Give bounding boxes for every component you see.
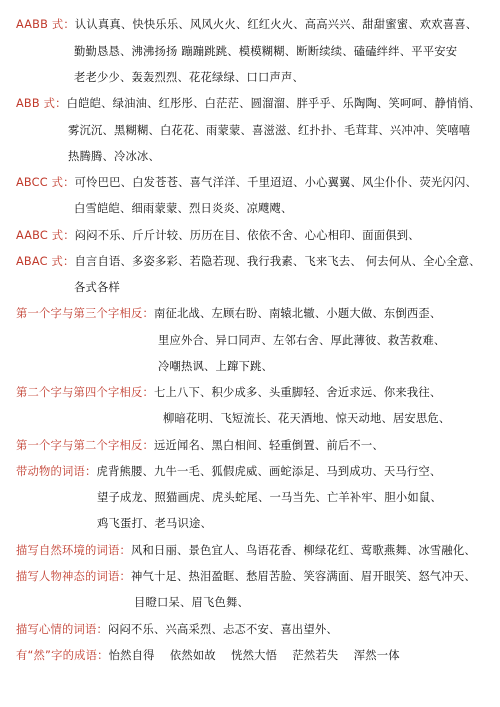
- opposite-1-3-words: 南征北战、左顾右盼、南辕北辙、小题大做、东倒西歪、: [153, 307, 442, 320]
- animal-row-continuation: [97, 517, 212, 531]
- opposite-1-3-label: 第一个字与第三个字相反：: [16, 307, 154, 320]
- expression-row-continuation: [134, 596, 249, 610]
- opposite-2-4-words: 七上八下、积少成多、头重脚轻、舍近求远、你来我往、: [153, 386, 442, 399]
- abb-words: 白皑皑、绿油油、红彤彤、白茫茫、圆溜溜、胖乎乎、乐陶陶、笑呵呵、静悄悄、: [66, 97, 481, 110]
- aabb-words-2: 勤勤恳恳、沸沸扬扬 蹦蹦跳跳、模模糊糊、断断续续、磕磕绊绊、平平安安: [74, 45, 458, 58]
- expression-label: 描写人物神态的词语：: [16, 570, 131, 583]
- abac-row-continuation: [74, 281, 120, 295]
- nature-label: 描写自然环境的词语：: [16, 544, 131, 557]
- opposite-2-4-row: [16, 386, 441, 400]
- animal-label: 带动物的词语：: [16, 465, 97, 478]
- abcc-row-continuation: [74, 202, 292, 216]
- mood-words: 闷闷不乐、兴高采烈、忐忑不安、喜出望外、: [107, 623, 338, 636]
- abb-row: [16, 97, 481, 111]
- abac-row: [16, 255, 481, 269]
- expression-words: 神气十足、热泪盈眶、愁眉苦脸、笑容满面、眉开眼笑、怒气冲天、: [130, 570, 476, 583]
- abac-label: ABAC 式：: [16, 255, 75, 268]
- opposite-1-2-label: 第一个字与第二个字相反：: [16, 439, 154, 452]
- opposite-1-2-words: 远近闻名、黑白相间、轻重倒置、前后不一、: [153, 439, 384, 452]
- nature-row: [16, 544, 476, 558]
- opposite-1-3-row-continuation: [158, 334, 445, 348]
- aabb-words-3: 老老少少、轰轰烈烈、花花绿绿、口口声声、: [74, 71, 304, 84]
- animal-row-continuation: [97, 491, 442, 505]
- opposite-1-3-words-2: 里应外合、异口同声、左邻右舍、厚此薄彼、救苦救难、: [158, 334, 446, 347]
- opposite-1-2-row: [16, 439, 384, 453]
- abb-row-continuation: [68, 150, 160, 164]
- nature-words: 风和日丽、景色宜人、鸟语花香、柳绿花红、莺歌燕舞、冰雪融化、: [130, 544, 476, 557]
- aabb-label: AABB 式：: [16, 18, 75, 31]
- animal-words-3: 鸡飞蛋打、老马识途、: [97, 517, 212, 530]
- mood-row: [16, 623, 338, 637]
- abac-words: 自言自语、多姿多彩、若隐若现、我行我素、飞来飞去、 何去何从、全心全意、: [74, 255, 481, 268]
- abcc-words: 可怜巴巴、白发苍苍、喜气洋洋、千里迢迢、小心翼翼、风尘仆仆、荧光闪闪、: [74, 176, 478, 189]
- abb-row-continuation: [68, 124, 470, 138]
- aabb-words: 认认真真、快快乐乐、风风火火、红红火火、高高兴兴、甜甜蜜蜜、欢欢喜喜、: [74, 18, 478, 31]
- animal-words-2: 望子成龙、照猫画虎、虎头蛇尾、一马当先、亡羊补牢、胆小如鼠、: [97, 491, 442, 504]
- opposite-2-4-words-2: 柳暗花明、飞短流长、花天酒地、惊天动地、居安思危、: [163, 412, 451, 425]
- abcc-label: ABCC 式：: [16, 176, 75, 189]
- aabb-row-continuation: [74, 45, 457, 59]
- aabb-row: [16, 18, 477, 32]
- mood-label: 描写心情的词语：: [16, 623, 108, 636]
- aabc-label: AABC 式：: [16, 229, 75, 242]
- ran-character-words: 怡然自得 依然如故 恍然大悟 茫然若失 浑然一体: [108, 649, 400, 662]
- animal-words: 虎背熊腰、九牛一毛、狐假虎威、画蛇添足、马到成功、天马行空、: [96, 465, 442, 478]
- abb-label: ABB 式：: [16, 97, 67, 110]
- opposite-1-3-row-continuation: [158, 360, 273, 374]
- abb-words-3: 热腾腾、冷冰冰、: [68, 150, 160, 163]
- opposite-1-3-row: [16, 307, 441, 321]
- abcc-row: [16, 176, 477, 190]
- animal-row: [16, 465, 441, 479]
- opposite-2-4-label: 第二个字与第四个字相反：: [16, 386, 154, 399]
- aabb-row-continuation: [74, 71, 304, 85]
- expression-words-2: 目瞪口呆、眉飞色舞、: [134, 596, 249, 609]
- abac-words-2: 各式各样: [74, 281, 120, 294]
- aabc-row: [16, 229, 420, 243]
- abcc-words-2: 白雪皑皑、细雨蒙蒙、烈日炎炎、凉飕飕、: [74, 202, 293, 215]
- aabc-words: 闷闷不乐、斤斤计较、历历在目、依依不舍、心心相印、面面俱到、: [74, 229, 420, 242]
- ran-character-label: 有“然”字的成语：: [16, 649, 109, 662]
- ran-character-row: [16, 649, 400, 663]
- opposite-1-3-words-3: 冷嘲热讽、上蹿下跳、: [158, 360, 273, 373]
- expression-row: [16, 570, 476, 584]
- abb-words-2: 雾沉沉、黑糊糊、白花花、雨蒙蒙、喜滋滋、红扑扑、毛茸茸、兴冲冲、笑嘻嘻: [68, 124, 471, 137]
- opposite-2-4-row-continuation: [163, 412, 450, 426]
